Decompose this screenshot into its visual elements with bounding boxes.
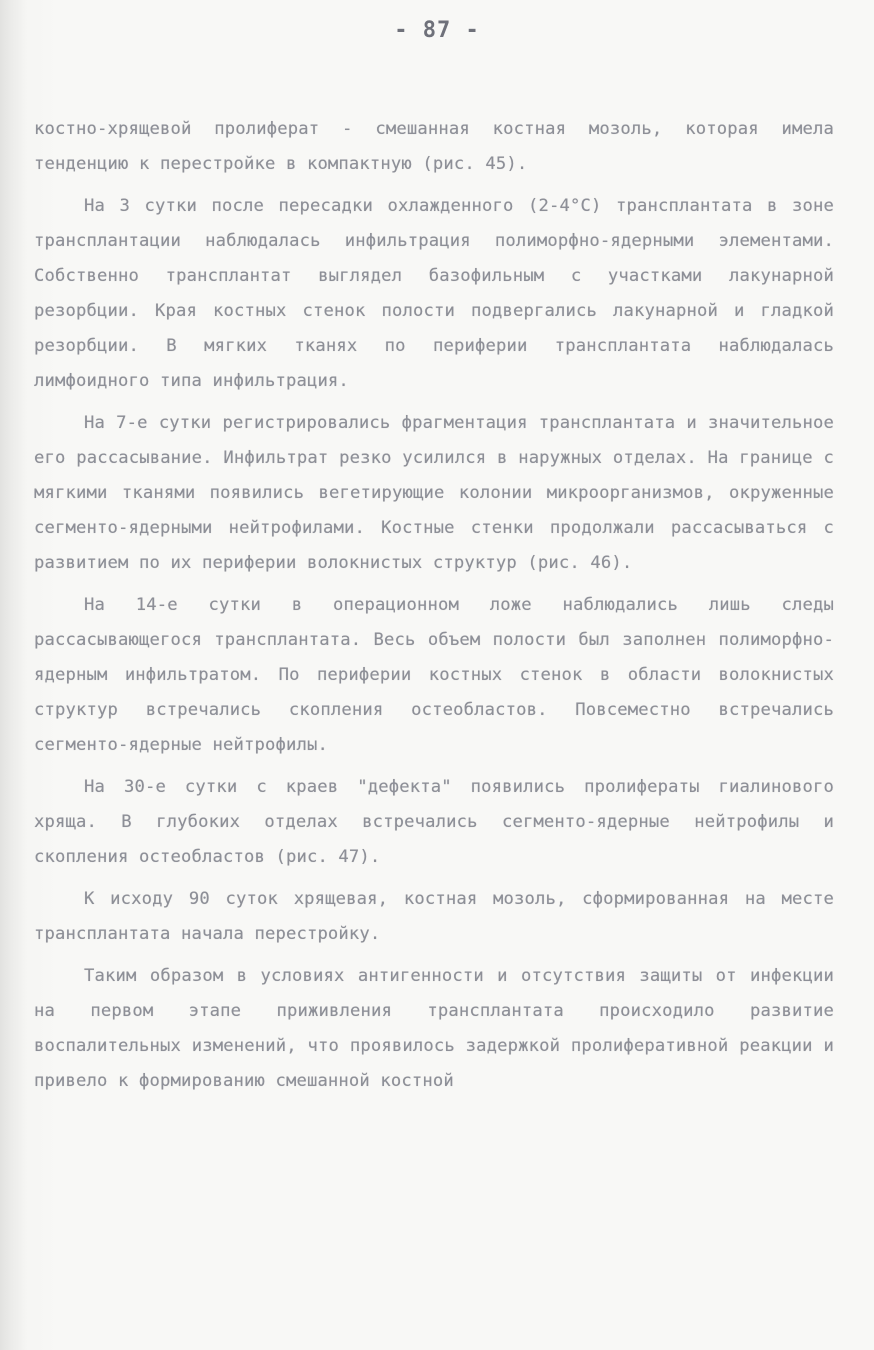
page-number: - 87 -: [394, 18, 480, 43]
paragraph-day-14: На 14-е сутки в операционном ложе наблюдались лишь следы рассасывающегося трансплантата. Весь объем полости был заполнен полиморфно-ядерным инфильтратом. По периферии костных стенок в области волокнистых структур встречались скопления остеобластов. Повсеместно встречались сегменто-ядерные нейтрофилы.: [34, 595, 834, 755]
paragraph-day-7: На 7-е сутки регистрировались фрагментация трансплантата и значительное его рассасывание. Инфильтрат резко усилился в наружных отделах. На границе с мягкими тканями появились вегетирующие колонии микроорганизмов, окруженные сегменто-ядерными нейтрофилами. Костные стенки продолжали рассасываться с развитием по их периферии волокнистых структур (рис. 46).: [34, 413, 834, 573]
paragraph-conclusion: Таким образом в условиях антигенности и отсутствия защиты от инфекции на первом этапе приживления трансплантата происходило развитие воспалительных изменений, что проявилось задержкой пролиферативной реакции и привело к формированию смешанной костной: [34, 966, 834, 1091]
paragraph-day-30: На 30-е сутки с краев "дефекта" появились пролифераты гиалинового хряща. В глубоких отделах встречались сегменто-ядерные нейтрофилы и скопления остеобластов (рис. 47).: [34, 777, 834, 867]
paragraph-day-3: На 3 сутки после пересадки охлажденного (2-4°С) трансплантата в зоне трансплантации наблюдалась инфильтрация полиморфно-ядерными элементами. Собственно трансплантат выглядел базофильным с участками лакунарной резорбции. Края костных стенок полости подвергались лакунарной и гладкой резорбции. В мягких тканях по периферии трансплантата наблюдалась лимфоидного типа инфильтрация.: [34, 196, 834, 391]
paragraph-continuation: костно-хрящевой пролиферат - смешанная костная мозоль, которая имела тенденцию к перестройке в компактную (рис. 45).: [34, 119, 834, 174]
body-text: [34, 112, 834, 1106]
paragraph-day-90: К исходу 90 суток хрящевая, костная мозоль, сформированная на месте трансплантата начала перестройку.: [34, 889, 834, 944]
page-left-edge-shadow: [0, 0, 26, 1350]
